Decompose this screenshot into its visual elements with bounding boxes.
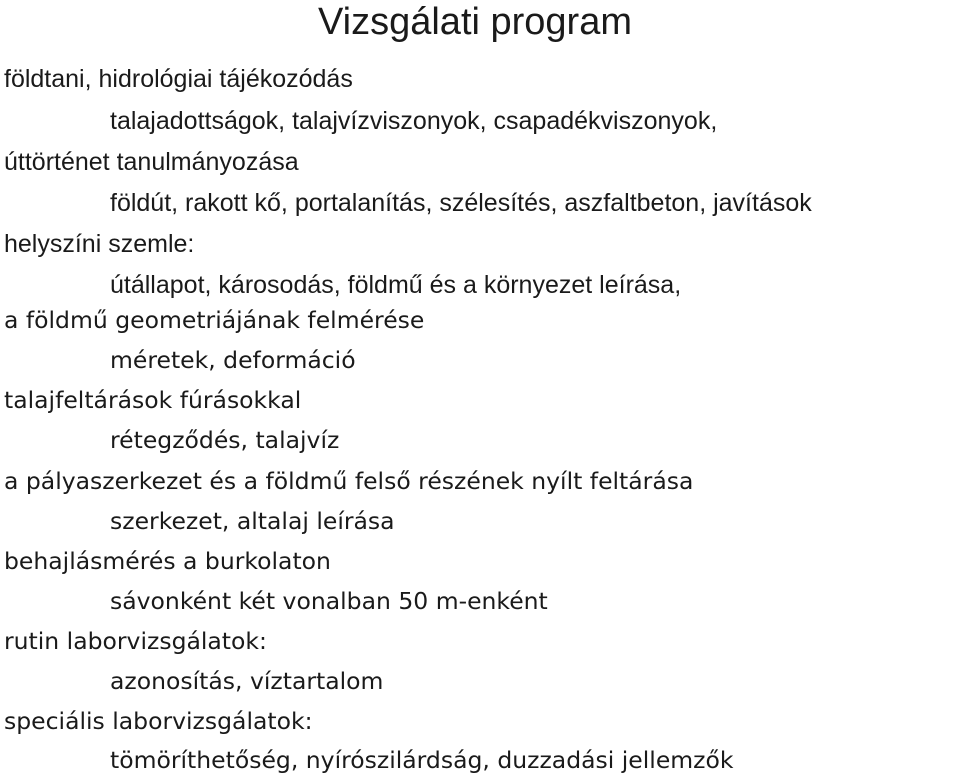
item-heading-soil-drilling: talajfeltárások fúrásokkal (4, 386, 302, 414)
item-detail-geometry-survey: méretek, deformáció (110, 346, 356, 374)
item-detail-geology: talajadottságok, talajvízviszonyok, csapadékviszonyok, (110, 107, 718, 135)
item-heading-site-inspection: helyszíni szemle: (4, 230, 195, 258)
item-detail-pavement-excavation: szerkezet, altalaj leírása (110, 507, 395, 535)
item-heading-pavement-excavation: a pályaszerkezet és a földmű felső részének nyílt feltárása (4, 467, 694, 495)
item-detail-routine-lab: azonosítás, víztartalom (110, 667, 384, 695)
item-heading-deflection-measurement: behajlásmérés a burkolaton (4, 547, 331, 575)
item-detail-road-history: földút, rakott kő, portalanítás, szélesítés, aszfaltbeton, javítások (110, 189, 812, 217)
item-detail-special-lab: tömöríthetőség, nyírószilárdság, duzzadási jellemzők (110, 746, 734, 774)
item-detail-deflection-measurement: sávonként két vonalban 50 m-enként (110, 587, 548, 615)
slide-title: Vizsgálati program (318, 1, 633, 43)
item-heading-road-history: úttörténet tanulmányozása (4, 148, 299, 176)
item-detail-soil-drilling: rétegződés, talajvíz (110, 426, 340, 454)
item-heading-geology: földtani, hidrológiai tájékozódás (4, 65, 353, 93)
item-heading-special-lab: speciális laborvizsgálatok: (4, 707, 313, 735)
item-detail-site-inspection: útállapot, károsodás, földmű és a környezet leírása, (110, 271, 682, 299)
item-heading-geometry-survey: a földmű geometriájának felmérése (4, 306, 425, 334)
item-heading-routine-lab: rutin laborvizsgálatok: (4, 627, 267, 655)
